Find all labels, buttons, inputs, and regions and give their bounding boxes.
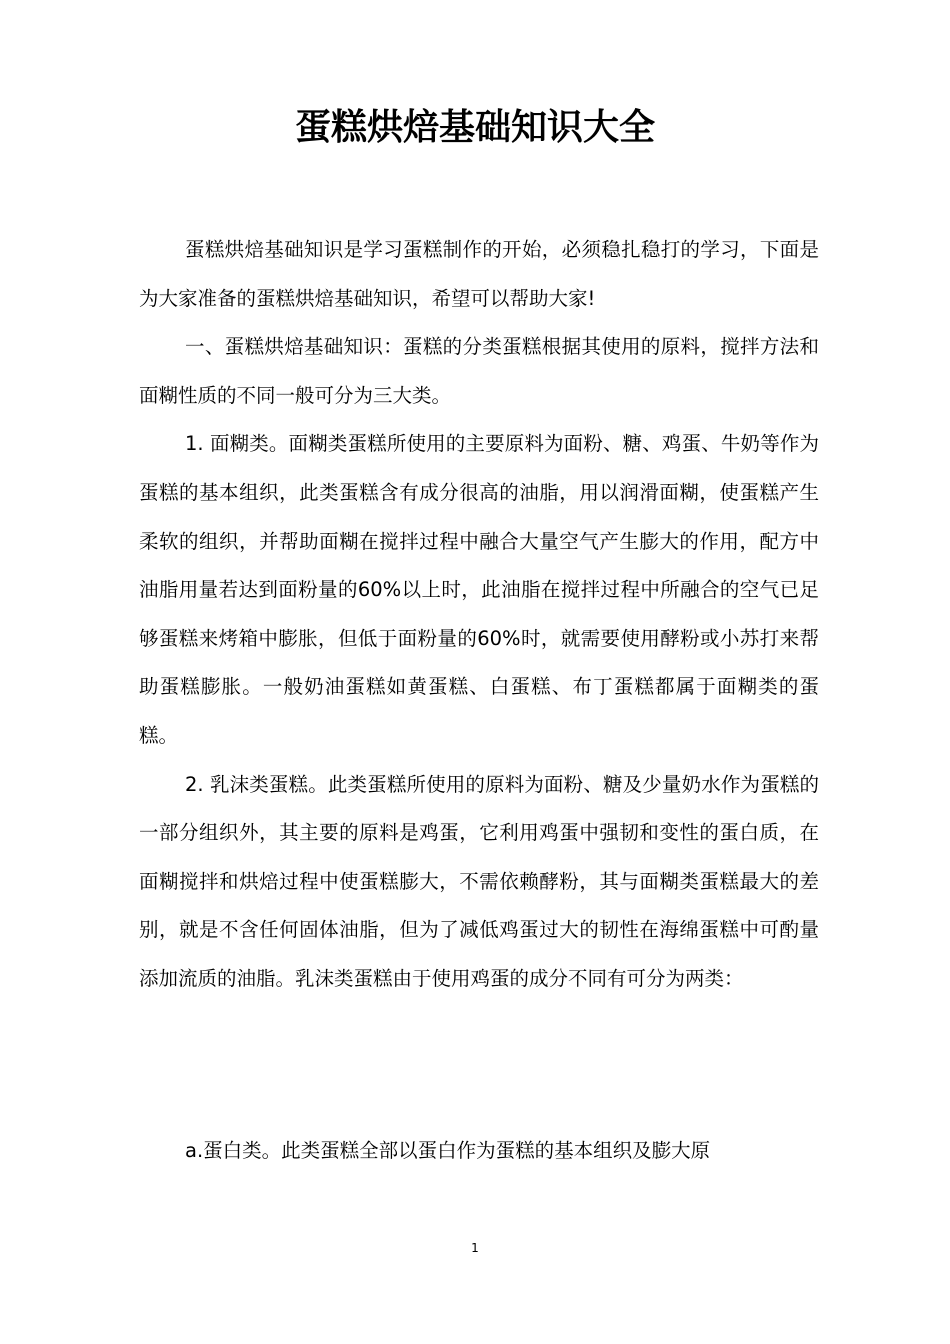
document-title: 蛋糕烘焙基础知识大全 [294, 107, 655, 148]
batter-cake-paragraph: 1. 面糊类。面糊类蛋糕所使用的主要原料为面粉、糖、鸡蛋、牛奶等作为蛋糕的基本组织，此类蛋糕含有成分很高的油脂，用以润滑面糊，使蛋糕产生柔软的组织，并帮助面糊在搅拌过程中融合大量空气产生膨大的作用，配方中油脂用量若达到面粉量的60%以上时，此油脂在搅拌过程中所融合的空气已足够蛋糕来烤箱中膨胀，但低于面粉量的60%时，就需要使用酵粉或小苏打来帮助蛋糕膨胀。一般奶油蛋糕如黄蛋糕、白蛋糕、布丁蛋糕都属于面糊类的蛋糕。 [139, 432, 819, 747]
egg-white-cake-paragraph: a.蛋白类。此类蛋糕全部以蛋白作为蛋糕的基本组织及膨大原 [185, 1139, 711, 1162]
foam-cake-paragraph: 2. 乳沫类蛋糕。此类蛋糕所使用的原料为面粉、糖及少量奶水作为蛋糕的一部分组织外，其主要的原料是鸡蛋，它利用鸡蛋中强韧和变性的蛋白质，在面糊搅拌和烘焙过程中使蛋糕膨大，不需依赖酵粉，其与面糊类蛋糕最大的差别，就是不含任何固体油脂，但为了减低鸡蛋过大的韧性在海绵蛋糕中可酌量添加流质的油脂。乳沫类蛋糕由于使用鸡蛋的成分不同有可分为两类： [139, 772, 819, 990]
page-number: 1 [471, 1241, 479, 1255]
section-one-paragraph: 一、蛋糕烘焙基础知识：蛋糕的分类蛋糕根据其使用的原料，搅拌方法和面糊性质的不同一般可分为三大类。 [139, 335, 819, 407]
document-body [139, 226, 819, 1004]
intro-paragraph: 蛋糕烘焙基础知识是学习蛋糕制作的开始，必须稳扎稳打的学习，下面是为大家准备的蛋糕烘焙基础知识，希望可以帮助大家! [139, 238, 819, 310]
